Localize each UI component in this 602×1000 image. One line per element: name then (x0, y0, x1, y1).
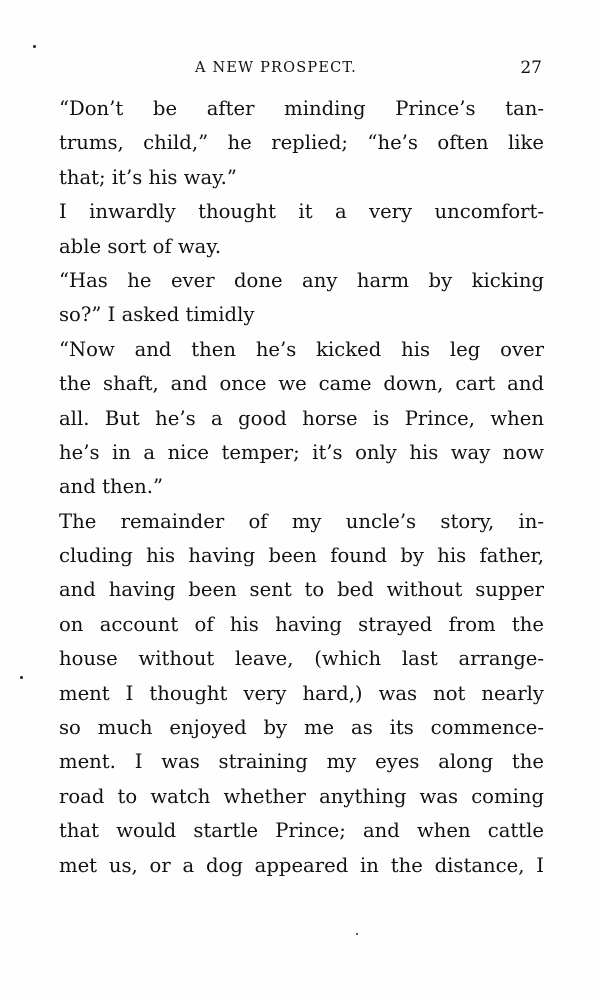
body-text (59, 92, 544, 883)
ink-speck (356, 933, 358, 935)
text-line: house without leave, (which last arrange- (59, 647, 544, 671)
text-line: “Has he ever done any harm by kicking (59, 268, 544, 292)
text-line: that would startle Prince; and when cattle (59, 819, 544, 843)
text-line: “Now and then he’s kicked his leg over (59, 337, 544, 361)
text-line: on account of his having strayed from the (59, 612, 544, 636)
text-line: ment. I was straining my eyes along the (59, 750, 544, 774)
text-line: met us, or a dog appeared in the distance, I (59, 853, 544, 877)
text-line: road to watch whether anything was coming (59, 784, 544, 808)
text-line: all. But he’s a good horse is Prince, when (59, 406, 544, 430)
text-line: cluding his having been found by his father, (59, 544, 544, 568)
text-line: the shaft, and once we came down, cart and (59, 372, 544, 396)
text-line: so?” I asked timidly (59, 303, 255, 327)
page-number: 27 (520, 58, 542, 78)
text-line: so much enjoyed by me as its commence- (59, 716, 544, 740)
text-line: trums, child,” he replied; “he’s often like (59, 131, 544, 155)
ink-speck (20, 676, 23, 679)
text-line: able sort of way. (59, 234, 222, 258)
text-line: I inwardly thought it a very uncomfort- (59, 200, 544, 224)
running-header (0, 58, 602, 82)
text-line: The remainder of my uncle’s story, in- (59, 509, 544, 533)
ink-speck (33, 45, 36, 48)
text-line: and then.” (59, 475, 164, 499)
text-line: “Don’t be after minding Prince’s tan- (59, 97, 544, 120)
text-line: that; it’s his way.” (59, 165, 237, 189)
running-title: A NEW PROSPECT. (195, 60, 357, 76)
text-line: ment I thought very hard,) was not nearly (59, 681, 544, 705)
text-line: and having been sent to bed without supper (59, 578, 544, 602)
text-line: he’s in a nice temper; it’s only his way now (59, 440, 544, 464)
